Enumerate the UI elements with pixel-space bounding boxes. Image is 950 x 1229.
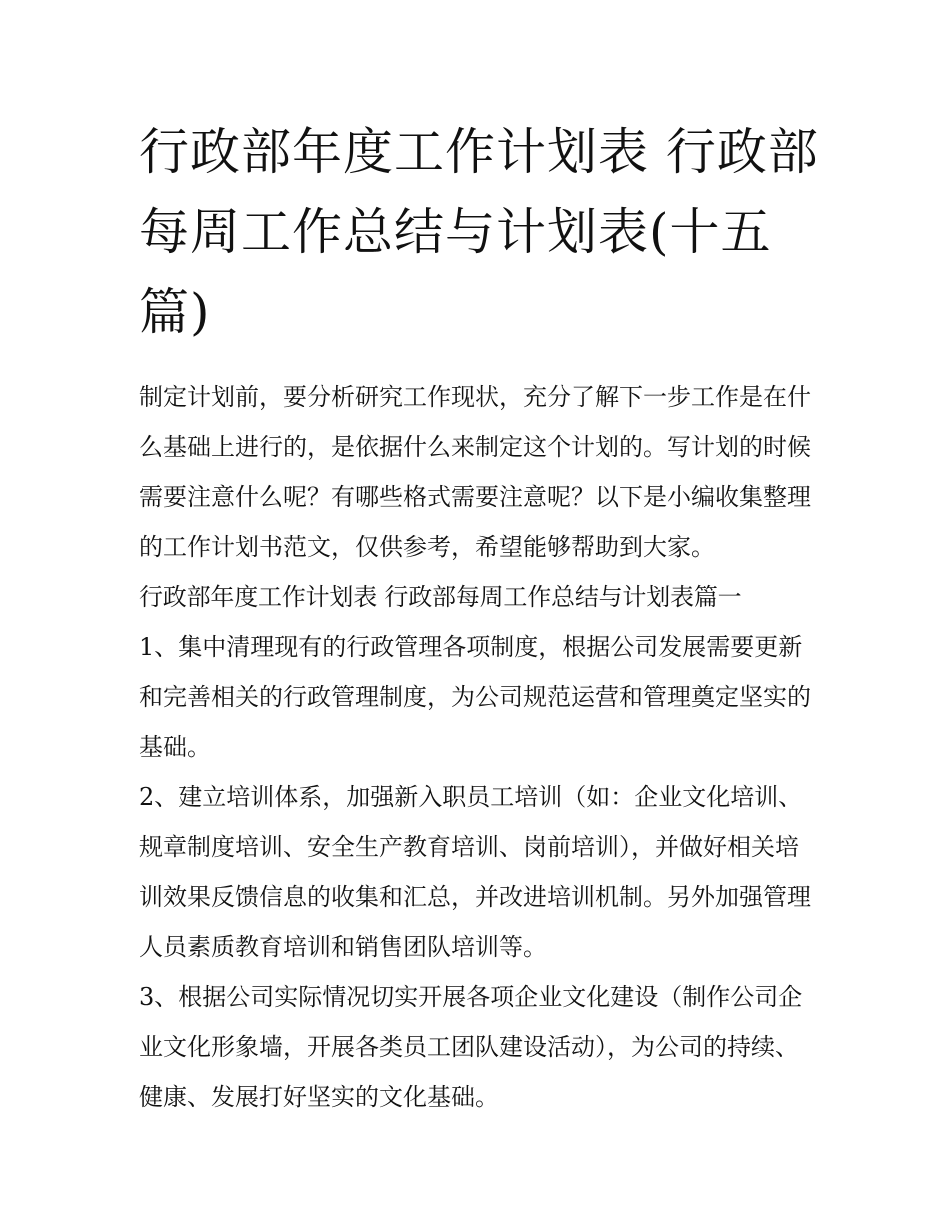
- section-heading: 行政部年度工作计划表 行政部每周工作总结与计划表篇一: [139, 583, 742, 611]
- document-title: 行政部年度工作计划表 行政部每周工作总结与计划表(十五篇): [139, 123, 819, 341]
- list-item-2: 2、建立培训体系，加强新入职员工培训（如：企业文化培训、规章制度培训、安全生产教育培训、岗前培训），并做好相关培训效果反馈信息的收集和汇总，并改进培训机制。另外加强管理人员素质教育培训和销售团队培训等。: [139, 783, 811, 961]
- list-item-3: 3、根据公司实际情况切实开展各项企业文化建设（制作公司企业文化形象墙，开展各类员工团队建设活动），为公司的持续、健康、发展打好坚实的文化基础。: [139, 983, 803, 1111]
- list-item-1: 1、集中清理现有的行政管理各项制度，根据公司发展需要更新和完善相关的行政管理制度，为公司规范运营和管理奠定坚实的基础。: [139, 633, 811, 761]
- document-body: [139, 112, 819, 1122]
- intro-paragraph: 制定计划前，要分析研究工作现状，充分了解下一步工作是在什么基础上进行的，是依据什么来制定这个计划的。写计划的时候需要注意什么呢？有哪些格式需要注意呢？以下是小编收集整理的工作计划书范文，仅供参考，希望能够帮助到大家。: [139, 383, 811, 561]
